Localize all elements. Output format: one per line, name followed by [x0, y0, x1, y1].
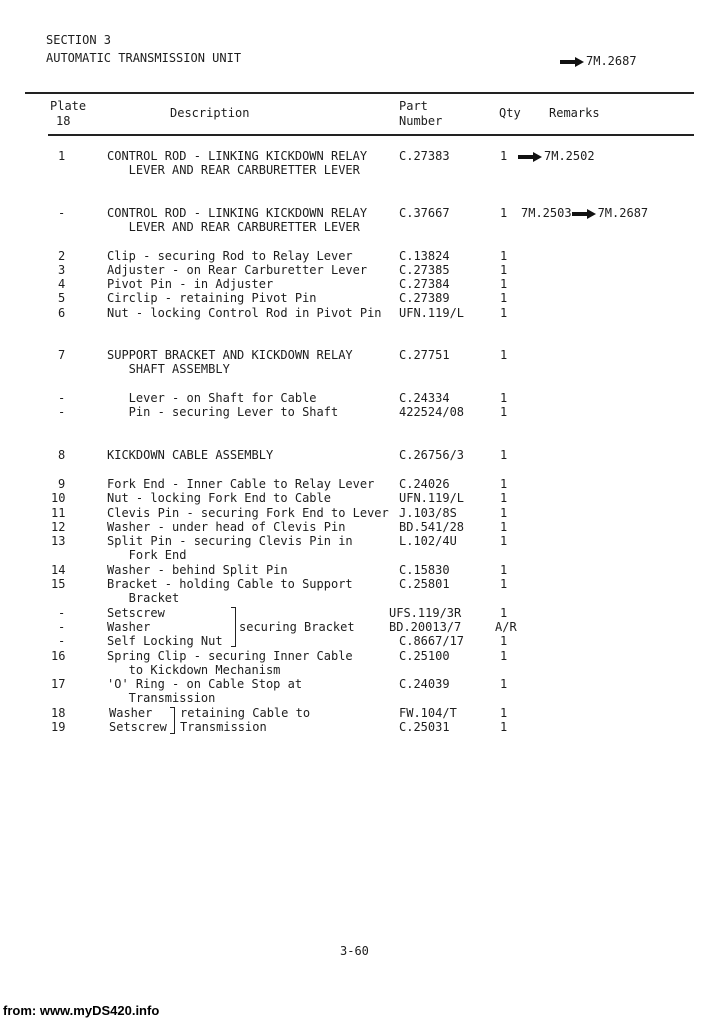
arrow-right-icon: [572, 210, 596, 218]
table-row-qty: 1: [500, 506, 508, 520]
table-row-description: Setscrew: [107, 606, 165, 620]
table-row-qty: 1: [500, 149, 508, 163]
table-row-qty: 1: [500, 606, 508, 620]
table-row-plate: 18: [51, 706, 66, 720]
table-row-plate: 15: [51, 577, 66, 591]
table-row-part: C.24026: [399, 477, 450, 491]
table-row-qty: 1: [500, 534, 508, 548]
table-row-part: C.24334: [399, 391, 450, 405]
table-row-qty: 1: [500, 491, 508, 505]
table-row-part: C.25100: [399, 649, 450, 663]
table-row-plate: 14: [51, 563, 66, 577]
table-row-qty: 1: [500, 405, 508, 419]
table-row-description: Nut - locking Control Rod in Pivot Pin: [107, 306, 382, 320]
col-part-number-header: Number: [399, 114, 443, 128]
document-title: AUTOMATIC TRANSMISSION UNIT: [46, 51, 242, 65]
table-row-description: Clevis Pin - securing Fork End to Lever: [107, 506, 389, 520]
table-row-qty: 1: [500, 448, 508, 462]
remarks-text: 7M.2687: [597, 206, 649, 220]
header-serial-text: 7M.2687: [586, 54, 637, 68]
table-row-qty: 1: [500, 634, 508, 648]
table-row-part: FW.104/T: [399, 706, 457, 720]
table-row-qty: 1: [500, 306, 508, 320]
table-row-description-cont: LEVER AND REAR CARBURETTER LEVER: [107, 163, 360, 177]
table-row-qty: A/R: [495, 620, 517, 634]
table-row-description: Lever - on Shaft for Cable: [107, 391, 317, 405]
group-note: retaining Cable to: [180, 706, 311, 720]
table-row-part: C.27383: [399, 149, 450, 163]
table-row-description-cont: Fork End: [107, 548, 187, 562]
table-row-description: Split Pin - securing Clevis Pin in: [107, 534, 353, 548]
table-row-description: 'O' Ring - on Cable Stop at: [107, 677, 303, 691]
table-row-description: CONTROL ROD - LINKING KICKDOWN RELAY: [107, 206, 368, 220]
table-row-description: Pivot Pin - in Adjuster: [107, 277, 274, 291]
table-row-qty: 1: [500, 249, 508, 263]
table-row-plate: 4: [58, 277, 66, 291]
col-part-header: Part: [399, 99, 428, 113]
table-row-description: Spring Clip - securing Inner Cable: [107, 649, 353, 663]
table-row-part: C.27389: [399, 291, 450, 305]
table-row-part: C.13824: [399, 249, 450, 263]
table-row-qty: 1: [500, 291, 508, 305]
table-row-plate: 1: [58, 149, 66, 163]
table-row-description: Bracket - holding Cable to Support: [107, 577, 353, 591]
table-row-qty: 1: [500, 563, 508, 577]
table-row-part: C.27385: [399, 263, 450, 277]
table-row-plate: -: [58, 606, 66, 620]
col-qty-header: Qty: [499, 106, 521, 120]
table-row-description: Fork End - Inner Cable to Relay Lever: [107, 477, 375, 491]
remarks-text: 7M.2502: [544, 149, 595, 163]
table-row-description-cont: Transmission: [107, 691, 216, 705]
table-row-description: SUPPORT BRACKET AND KICKDOWN RELAY: [107, 348, 353, 362]
table-row-plate: 17: [51, 677, 66, 691]
table-row-plate: -: [58, 391, 66, 405]
table-row-part: C.25031: [399, 720, 450, 734]
table-row-description: Washer: [107, 620, 151, 634]
table-row-description-cont: LEVER AND REAR CARBURETTER LEVER: [107, 220, 360, 234]
table-row-part: C.24039: [399, 677, 450, 691]
table-row-plate: 10: [51, 491, 66, 505]
group-bracket: [170, 707, 175, 734]
table-row-remarks: [521, 206, 648, 220]
table-row-part: C.26756/3: [399, 448, 465, 462]
table-row-part: C.15830: [399, 563, 450, 577]
table-row-part: UFS.119/3R: [389, 606, 462, 620]
table-row-plate: -: [58, 620, 66, 634]
table-row-plate: 11: [51, 506, 66, 520]
group-note: Transmission: [180, 720, 267, 734]
table-row-plate: 6: [58, 306, 66, 320]
table-row-description: Washer: [109, 706, 153, 720]
table-row-qty: 1: [500, 263, 508, 277]
table-row-plate: 8: [58, 448, 66, 462]
table-row-part: BD.20013/7: [389, 620, 462, 634]
table-row-description: Circlip - retaining Pivot Pin: [107, 291, 317, 305]
section-label: SECTION 3: [46, 33, 112, 47]
group-note: securing Bracket: [239, 620, 355, 634]
table-row-description: Adjuster - on Rear Carburetter Lever: [107, 263, 368, 277]
table-row-description: Washer - behind Split Pin: [107, 563, 288, 577]
table-row-plate: -: [58, 206, 66, 220]
table-row-qty: 1: [500, 677, 508, 691]
table-row-qty: 1: [500, 520, 508, 534]
table-row-plate: 19: [51, 720, 66, 734]
table-row-part: UFN.119/L: [399, 306, 465, 320]
table-row-plate: 9: [58, 477, 66, 491]
table-row-plate: 13: [51, 534, 66, 548]
table-row-plate: 3: [58, 263, 66, 277]
table-row-plate: -: [58, 405, 66, 419]
table-row-description: Nut - locking Fork End to Cable: [107, 491, 331, 505]
table-row-description-cont: to Kickdown Mechanism: [107, 663, 281, 677]
table-row-qty: 1: [500, 477, 508, 491]
table-row-part: 422524/08: [399, 405, 465, 419]
remarks-text: 7M.2503: [521, 206, 572, 220]
table-row-plate: -: [58, 634, 66, 648]
table-row-qty: 1: [500, 577, 508, 591]
table-row-description-cont: SHAFT ASSEMBLY: [107, 362, 230, 376]
table-row-qty: 1: [500, 391, 508, 405]
page-number: 3-60: [340, 944, 369, 958]
table-row-part: C.8667/17: [399, 634, 465, 648]
table-row-description: Setscrew: [109, 720, 167, 734]
table-row-qty: 1: [500, 348, 508, 362]
table-row-qty: 1: [500, 720, 508, 734]
table-row-part: J.103/8S: [399, 506, 457, 520]
table-row-description: CONTROL ROD - LINKING KICKDOWN RELAY: [107, 149, 368, 163]
group-bracket: [231, 607, 236, 647]
col-plate-number: 18: [56, 114, 71, 128]
header-serial: [560, 54, 637, 68]
table-row-plate: 7: [58, 348, 66, 362]
source-footer: from: www.myDS420.info: [3, 1003, 160, 1018]
col-plate-header: Plate: [50, 99, 87, 113]
table-row-plate: 12: [51, 520, 66, 534]
table-row-description: Pin - securing Lever to Shaft: [107, 405, 339, 419]
col-remarks-header: Remarks: [549, 106, 600, 120]
table-row-part: L.102/4U: [399, 534, 457, 548]
arrow-right-icon: [518, 153, 542, 161]
table-top-rule: [25, 92, 694, 94]
col-description-header: Description: [170, 106, 250, 120]
table-row-qty: 1: [500, 649, 508, 663]
table-row-plate: 16: [51, 649, 66, 663]
table-row-part: C.27751: [399, 348, 450, 362]
table-row-qty: 1: [500, 277, 508, 291]
table-row-description: KICKDOWN CABLE ASSEMBLY: [107, 448, 274, 462]
arrow-right-icon: [560, 58, 584, 66]
table-row-part: BD.541/28: [399, 520, 465, 534]
table-row-qty: 1: [500, 206, 508, 220]
table-row-plate: 5: [58, 291, 66, 305]
table-row-remarks: [518, 149, 595, 163]
table-row-part: C.27384: [399, 277, 450, 291]
table-row-part: UFN.119/L: [399, 491, 465, 505]
table-row-description: Clip - securing Rod to Relay Lever: [107, 249, 353, 263]
table-row-qty: 1: [500, 706, 508, 720]
table-row-description: Washer - under head of Clevis Pin: [107, 520, 346, 534]
table-row-part: C.37667: [399, 206, 450, 220]
table-row-plate: 2: [58, 249, 66, 263]
table-row-part: C.25801: [399, 577, 450, 591]
table-row-description-cont: Bracket: [107, 591, 180, 605]
table-header-rule: [48, 134, 694, 136]
table-row-description: Self Locking Nut: [107, 634, 223, 648]
